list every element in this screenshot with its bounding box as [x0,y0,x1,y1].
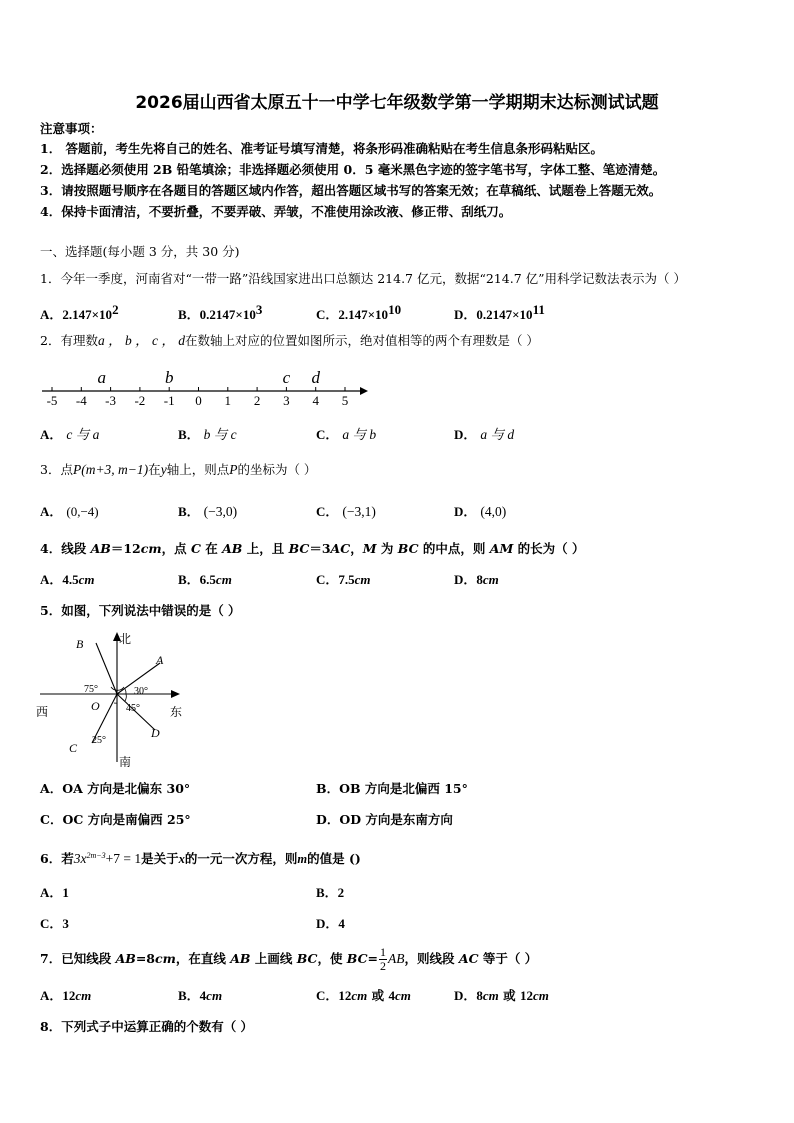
label-south: 南 [119,755,132,769]
compass-diagram [34,626,194,774]
question-1-stem: 1．今年一季度，河南省对“一带一路”沿线国家进出口总额达 214.7 亿元，数据“214.7 亿”用科学记数法表示为（ ） [40,271,686,286]
question-7-option-c: C．12cm 或 4cm [316,988,411,1003]
question-4-stem: 4．线段 AB＝12cm，点 C 在 AB 上，且 BC＝3AC，M 为 BC 的中点，则 AM 的长为（ ） [40,541,585,556]
question-1-option-b: B．$0.2147\times 10^3$ [178,302,263,323]
question-2-option-a: A． c 与 a [40,427,100,442]
question-4-option-d: D．8cm [454,572,499,587]
label-b: B [76,637,84,651]
question-6-option-a: A．1 [40,885,69,900]
number-line-tick-label: 4 [312,393,319,408]
east-arrow [171,690,180,698]
question-3-option-d: D． (4,0) [454,504,507,519]
number-line-tick-label: 2 [253,393,261,408]
notice-item-2: 2．选择题必须使用 2B 铅笔填涂；非选择题必须使用 0．5 毫米黑色字迹的签字笔书写，字体工整、笔迹清楚。 [40,162,666,177]
question-5-option-c: C．OC 方向是南偏西 25° [40,812,191,827]
label-angle-30: 30° [134,686,148,697]
question-7-stem: 7．已知线段 AB=8cm，在直线 AB 上画线 BC，使 BC= $\frac{1}{2}$ AB，则线段 AC 等于（ ） [40,945,538,973]
label-angle-75: 75° [84,684,98,695]
question-5-option-d: D．OD 方向是东南方向 [316,812,453,827]
question-2-option-c: C． a 与 b [316,427,377,442]
label-o: O [91,699,100,713]
number-line-tick-label: -1 [163,393,175,408]
label-d: D [151,726,160,740]
number-line-tick-label: 1 [224,393,232,408]
number-line-tick-label: -3 [105,393,117,408]
question-4-option-b: B．6.5cm [178,572,232,587]
question-2-option-d: D． a 与 d [454,427,515,442]
question-5-option-b: B．OB 方向是北偏西 15° [316,781,468,796]
question-7-option-a: A．12cm [40,988,92,1003]
question-8-stem: 8．下列式子中运算正确的个数有（ ） [40,1019,254,1034]
number-line-tick-label: -5 [46,393,58,408]
label-angle-45: 45° [126,703,140,714]
question-4-option-c: C．7.5cm [316,572,371,587]
notice-item-1: 1． 答题前，考生先将自己的姓名、准考证号填写清楚，将条形码准确粘贴在考生信息条形码粘贴区。 [40,141,604,156]
question-6-option-c: C．3 [40,916,69,931]
number-line-tick-label: 5 [341,393,349,408]
question-3-option-c: C． (−3,1) [316,504,376,519]
notice-item-4: 4．保持卡面清洁，不要折叠，不要弄破、弄皱，不准使用涂改液、修正带、刮纸刀。 [40,204,512,219]
arc-45 [125,694,126,701]
question-5-stem: 5．如图，下列说法中错误的是（ ） [40,603,241,618]
fraction-one-half: $\frac{1}{2}$ [380,945,387,973]
question-3-option-b: B． (−3,0) [178,504,238,519]
question-4-option-a: A．4.5cm [40,572,95,587]
number-line-point-d: d [311,368,320,387]
question-6-stem: 6．若$3x^{2m-3}+7 = 1$是关于x的一元一次方程，则m的值是 () [40,851,361,867]
number-line-points [98,368,321,387]
question-1-option-c: C．$2.147\times 10^{10}$ [316,302,402,323]
label-west: 西 [36,705,49,719]
number-line-tick-label: 0 [195,393,202,408]
label-east: 东 [170,705,183,719]
question-3-stem: 3．点P(m+3, m−1)在y轴上，则点P的坐标为（ ） [40,462,317,477]
label-north: 北 [119,632,132,646]
notice-item-3: 3．请按照题号顺序在各题目的答题区域内作答，超出答题区域书写的答案无效；在草稿纸、试题卷上答题无效。 [40,183,662,198]
number-line-diagram [38,364,374,410]
question-2-option-b: B． b 与 c [178,427,237,442]
number-line-tick-label: -4 [75,393,87,408]
number-line-tick-label: 3 [283,393,290,408]
question-6-option-b: B．2 [316,885,345,900]
ray-ob [96,643,117,694]
number-line-point-c: c [282,368,291,387]
question-6-option-d: D．4 [316,916,345,931]
number-line-point-b: b [164,368,174,387]
notice-heading: 注意事项： [40,121,103,136]
question-1-option-a: A．$2.147\times 10^2$ [40,302,119,323]
label-c: C [69,741,78,755]
question-1-option-d: D．$0.2147\times 10^{11}$ [454,302,545,323]
number-line-point-a: a [97,368,107,387]
question-5-option-a: A．OA 方向是北偏东 30° [40,781,191,796]
page-title: 2026届山西省太原五十一中学七年级数学第一学期期末达标测试试题 [135,93,659,113]
label-angle-25: 25° [92,735,106,746]
number-line-ticks [47,387,349,408]
question-2-stem: 2．有理数a ， b ， c ， d在数轴上对应的位置如图所示，绝对值相等的两个有理数是（ ） [40,333,539,348]
question-3-option-a: A． (0,−4) [40,504,99,519]
number-line-tick-label: -2 [134,393,146,408]
question-7-option-d: D．8cm 或 12cm [454,988,549,1003]
arc-30 [125,689,126,694]
label-a: A [156,653,164,667]
question-7-option-b: B．4cm [178,988,223,1003]
section-heading: 一、选择题(每小题 3 分，共 30 分) [40,244,240,259]
